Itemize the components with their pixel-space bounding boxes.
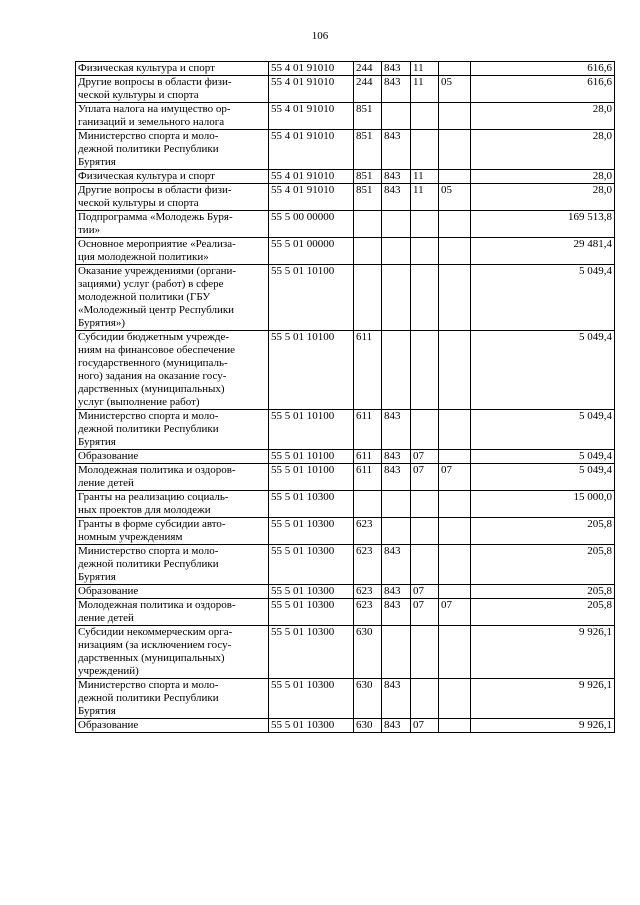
table-row <box>76 679 615 719</box>
amount-cell: 205,8 <box>471 518 615 545</box>
expense-type-cell <box>354 265 382 331</box>
target-article-cell: 55 5 01 10100 <box>269 464 354 491</box>
amount-cell: 5 049,4 <box>471 450 615 464</box>
table-row <box>76 76 615 103</box>
expense-name-cell: Министерство спорта и моло- дежной политики Республики Бурятия <box>76 545 269 585</box>
subsection-code-cell: 05 <box>439 184 471 211</box>
ministry-code-cell <box>382 491 411 518</box>
ministry-code-cell <box>382 103 411 130</box>
target-article-cell: 55 4 01 91010 <box>269 103 354 130</box>
subsection-code-cell <box>439 626 471 679</box>
expense-name-cell: Образование <box>76 585 269 599</box>
subsection-code-cell <box>439 585 471 599</box>
budget-table <box>75 61 615 733</box>
subsection-code-cell <box>439 211 471 238</box>
ministry-code-cell <box>382 331 411 410</box>
amount-cell: 29 481,4 <box>471 238 615 265</box>
table-row <box>76 545 615 585</box>
expense-type-cell: 630 <box>354 626 382 679</box>
table-row <box>76 331 615 410</box>
ministry-code-cell: 843 <box>382 719 411 733</box>
expense-name-cell: Молодежная политика и оздоров- ление детей <box>76 599 269 626</box>
target-article-cell: 55 5 01 10100 <box>269 450 354 464</box>
expense-name-cell: Гранты в форме субсидии авто- номным учреждениям <box>76 518 269 545</box>
subsection-code-cell <box>439 265 471 331</box>
amount-cell: 28,0 <box>471 184 615 211</box>
expense-type-cell: 611 <box>354 450 382 464</box>
subsection-code-cell <box>439 331 471 410</box>
amount-cell: 5 049,4 <box>471 265 615 331</box>
amount-cell: 5 049,4 <box>471 464 615 491</box>
subsection-code-cell <box>439 103 471 130</box>
expense-type-cell: 623 <box>354 518 382 545</box>
table-row <box>76 103 615 130</box>
expense-name-cell: Основное мероприятие «Реализа- ция молодежной политики» <box>76 238 269 265</box>
expense-type-cell <box>354 211 382 238</box>
ministry-code-cell: 843 <box>382 76 411 103</box>
expense-type-cell: 611 <box>354 331 382 410</box>
expense-type-cell: 611 <box>354 410 382 450</box>
section-code-cell <box>411 265 439 331</box>
amount-cell: 205,8 <box>471 585 615 599</box>
table-row <box>76 410 615 450</box>
expense-name-cell: Молодежная политика и оздоров- ление детей <box>76 464 269 491</box>
expense-type-cell: 623 <box>354 599 382 626</box>
ministry-code-cell: 843 <box>382 410 411 450</box>
expense-name-cell: Субсидии некоммерческим орга- низациям (за исключением госу- дарственных (муниципальных) учреждений) <box>76 626 269 679</box>
expense-type-cell <box>354 491 382 518</box>
ministry-code-cell: 843 <box>382 599 411 626</box>
target-article-cell: 55 5 01 00000 <box>269 238 354 265</box>
table-row <box>76 599 615 626</box>
section-code-cell <box>411 545 439 585</box>
ministry-code-cell <box>382 626 411 679</box>
expense-type-cell: 623 <box>354 585 382 599</box>
amount-cell: 169 513,8 <box>471 211 615 238</box>
table-row <box>76 238 615 265</box>
section-code-cell <box>411 679 439 719</box>
table-row <box>76 626 615 679</box>
expense-name-cell: Подпрограмма «Молодежь Буря- тии» <box>76 211 269 238</box>
target-article-cell: 55 4 01 91010 <box>269 184 354 211</box>
ministry-code-cell <box>382 211 411 238</box>
table-row <box>76 491 615 518</box>
table-row <box>76 265 615 331</box>
target-article-cell: 55 5 01 10300 <box>269 599 354 626</box>
expense-name-cell: Министерство спорта и моло- дежной политики Республики Бурятия <box>76 410 269 450</box>
ministry-code-cell: 843 <box>382 450 411 464</box>
expense-type-cell: 630 <box>354 719 382 733</box>
ministry-code-cell <box>382 518 411 545</box>
expense-name-cell: Другие вопросы в области физи- ческой культуры и спорта <box>76 76 269 103</box>
subsection-code-cell: 07 <box>439 599 471 626</box>
section-code-cell <box>411 626 439 679</box>
ministry-code-cell: 843 <box>382 170 411 184</box>
subsection-code-cell: 07 <box>439 464 471 491</box>
subsection-code-cell <box>439 491 471 518</box>
subsection-code-cell <box>439 545 471 585</box>
expense-name-cell: Министерство спорта и моло- дежной политики Республики Бурятия <box>76 679 269 719</box>
section-code-cell: 11 <box>411 62 439 76</box>
subsection-code-cell: 05 <box>439 76 471 103</box>
section-code-cell: 07 <box>411 464 439 491</box>
ministry-code-cell <box>382 238 411 265</box>
expense-type-cell: 630 <box>354 679 382 719</box>
budget-table-body <box>76 62 615 733</box>
ministry-code-cell: 843 <box>382 679 411 719</box>
amount-cell: 9 926,1 <box>471 679 615 719</box>
expense-name-cell: Образование <box>76 719 269 733</box>
expense-name-cell: Министерство спорта и моло- дежной политики Республики Бурятия <box>76 130 269 170</box>
subsection-code-cell <box>439 719 471 733</box>
amount-cell: 28,0 <box>471 130 615 170</box>
amount-cell: 9 926,1 <box>471 626 615 679</box>
subsection-code-cell <box>439 679 471 719</box>
table-row <box>76 211 615 238</box>
subsection-code-cell <box>439 238 471 265</box>
section-code-cell <box>411 103 439 130</box>
table-row <box>76 130 615 170</box>
expense-type-cell: 851 <box>354 170 382 184</box>
page-number: 106 <box>311 30 329 42</box>
expense-name-cell: Уплата налога на имущество ор- ганизаций и земельного налога <box>76 103 269 130</box>
expense-name-cell: Оказание учреждениями (органи- зациями) услуг (работ) в сфере молодежной политики (ГБУ «Молодежный центр Республики Бурятия») <box>76 265 269 331</box>
target-article-cell: 55 5 01 10100 <box>269 410 354 450</box>
section-code-cell: 11 <box>411 76 439 103</box>
expense-name-cell: Образование <box>76 450 269 464</box>
ministry-code-cell: 843 <box>382 62 411 76</box>
subsection-code-cell <box>439 130 471 170</box>
target-article-cell: 55 4 01 91010 <box>269 170 354 184</box>
table-row <box>76 170 615 184</box>
section-code-cell: 11 <box>411 184 439 211</box>
target-article-cell: 55 5 01 10300 <box>269 719 354 733</box>
amount-cell: 205,8 <box>471 599 615 626</box>
expense-type-cell: 244 <box>354 62 382 76</box>
target-article-cell: 55 5 01 10300 <box>269 679 354 719</box>
section-code-cell: 11 <box>411 170 439 184</box>
target-article-cell: 55 5 01 10100 <box>269 331 354 410</box>
subsection-code-cell <box>439 410 471 450</box>
table-row <box>76 518 615 545</box>
section-code-cell <box>411 211 439 238</box>
ministry-code-cell: 843 <box>382 545 411 585</box>
expense-name-cell: Физическая культура и спорт <box>76 170 269 184</box>
expense-name-cell: Физическая культура и спорт <box>76 62 269 76</box>
section-code-cell <box>411 410 439 450</box>
ministry-code-cell: 843 <box>382 184 411 211</box>
expense-type-cell: 851 <box>354 184 382 211</box>
amount-cell: 616,6 <box>471 76 615 103</box>
amount-cell: 28,0 <box>471 170 615 184</box>
table-row <box>76 184 615 211</box>
ministry-code-cell: 843 <box>382 464 411 491</box>
target-article-cell: 55 4 01 91010 <box>269 130 354 170</box>
table-row <box>76 62 615 76</box>
amount-cell: 9 926,1 <box>471 719 615 733</box>
target-article-cell: 55 5 01 10300 <box>269 626 354 679</box>
section-code-cell: 07 <box>411 599 439 626</box>
expense-type-cell: 851 <box>354 103 382 130</box>
expense-type-cell: 851 <box>354 130 382 170</box>
expense-name-cell: Другие вопросы в области физи- ческой культуры и спорта <box>76 184 269 211</box>
expense-type-cell: 244 <box>354 76 382 103</box>
subsection-code-cell <box>439 62 471 76</box>
section-code-cell <box>411 331 439 410</box>
target-article-cell: 55 5 01 10300 <box>269 585 354 599</box>
amount-cell: 5 049,4 <box>471 331 615 410</box>
section-code-cell: 07 <box>411 719 439 733</box>
table-row <box>76 585 615 599</box>
section-code-cell: 07 <box>411 450 439 464</box>
ministry-code-cell: 843 <box>382 130 411 170</box>
target-article-cell: 55 5 01 10100 <box>269 265 354 331</box>
expense-type-cell: 623 <box>354 545 382 585</box>
subsection-code-cell <box>439 170 471 184</box>
table-row <box>76 450 615 464</box>
amount-cell: 616,6 <box>471 62 615 76</box>
section-code-cell <box>411 130 439 170</box>
target-article-cell: 55 5 01 10300 <box>269 518 354 545</box>
amount-cell: 28,0 <box>471 103 615 130</box>
subsection-code-cell <box>439 450 471 464</box>
target-article-cell: 55 4 01 91010 <box>269 62 354 76</box>
table-row <box>76 719 615 733</box>
subsection-code-cell <box>439 518 471 545</box>
section-code-cell <box>411 518 439 545</box>
target-article-cell: 55 5 00 00000 <box>269 211 354 238</box>
target-article-cell: 55 5 01 10300 <box>269 491 354 518</box>
ministry-code-cell: 843 <box>382 585 411 599</box>
expense-name-cell: Субсидии бюджетным учрежде- ниям на финансовое обеспечение государственного (муниципаль- ного) задания на оказание госу- дарственных (муниципальных) услуг (выполнение работ) <box>76 331 269 410</box>
expense-name-cell: Гранты на реализацию социаль- ных проектов для молодежи <box>76 491 269 518</box>
target-article-cell: 55 5 01 10300 <box>269 545 354 585</box>
section-code-cell <box>411 238 439 265</box>
table-row <box>76 464 615 491</box>
ministry-code-cell <box>382 265 411 331</box>
expense-type-cell: 611 <box>354 464 382 491</box>
amount-cell: 205,8 <box>471 545 615 585</box>
section-code-cell: 07 <box>411 585 439 599</box>
amount-cell: 15 000,0 <box>471 491 615 518</box>
section-code-cell <box>411 491 439 518</box>
target-article-cell: 55 4 01 91010 <box>269 76 354 103</box>
expense-type-cell <box>354 238 382 265</box>
amount-cell: 5 049,4 <box>471 410 615 450</box>
